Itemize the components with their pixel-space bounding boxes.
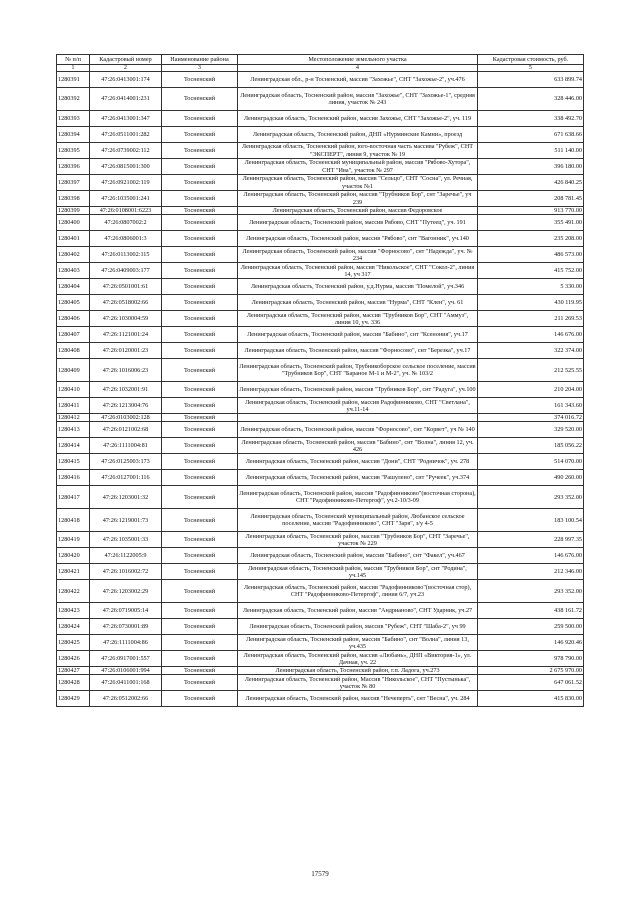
district-name: Тосненский: [162, 127, 238, 143]
cadastral-number: 47:26:0730001:89: [90, 619, 162, 635]
cadastral-value: 212 525.55: [478, 359, 584, 382]
cadastral-value: 355 491.00: [478, 215, 584, 231]
table-row: [57, 398, 584, 414]
cadastral-value: 430 119.95: [478, 295, 584, 311]
cadastral-number: 47:26:1121001:24: [90, 327, 162, 343]
page-number: 17579: [311, 870, 329, 878]
cadastral-value: 514 070.00: [478, 454, 584, 470]
cadastral-value: 415 830.00: [478, 691, 584, 707]
district-name: Тосненский: [162, 580, 238, 603]
row-number: 1280394: [57, 127, 90, 143]
row-number: 1280405: [57, 295, 90, 311]
cadastral-number: 47:26:0511001:282: [90, 127, 162, 143]
location: Ленинградская область, Тосненский район, массив "Радофинниково"(восточная стор), СНТ "Радофинниково-Петергоф", линия 6/7, уч.23: [238, 580, 478, 603]
cadastral-number: 47:26:0103002:128: [90, 414, 162, 422]
district-name: Тосненский: [162, 359, 238, 382]
location: Ленинградская область, Тосненский район, массив "Бабино", снт "Волна", линия 12, уч. 426: [238, 438, 478, 454]
row-number: 1280407: [57, 327, 90, 343]
table-row: [57, 580, 584, 603]
district-name: Тосненский: [162, 382, 238, 398]
cadastral-value: 329 520.00: [478, 422, 584, 438]
location: Ленинградская область, Тосненский район, массив "Никольское", СНТ "Сокол-2", линия 14, уч 317: [238, 263, 478, 279]
row-number: 1280428: [57, 675, 90, 691]
location: Ленинградская область, Тосненский муниципальный район, Любанское сельское поселение, массив "Радофинниково", СНТ "Заря", з/у 4-5: [238, 509, 478, 532]
location: Ленинградская область, Тосненский район, массив "Трубников Бор", СНТ "Аммуз", линия 10, уч. 336: [238, 311, 478, 327]
row-number: 1280408: [57, 343, 90, 359]
table-row: [57, 470, 584, 486]
district-name: Тосненский: [162, 619, 238, 635]
table-row: [57, 279, 584, 295]
table-row: [57, 438, 584, 454]
location: Ленинградская область, Тосненский район, массив "Нурма", СНТ "Клен", уч. 61: [238, 295, 478, 311]
cadastral-number: 47:26:0413001:347: [90, 111, 162, 127]
table-row: [57, 691, 584, 707]
location: Ленинградская область, Тосненский район, массив Федоровское: [238, 207, 478, 215]
district-name: Тосненский: [162, 635, 238, 651]
row-number: 1280398: [57, 191, 90, 207]
table-row: [57, 359, 584, 382]
district-name: Тосненский: [162, 667, 238, 675]
district-name: Тосненский: [162, 438, 238, 454]
district-name: Тосненский: [162, 263, 238, 279]
district-name: Тосненский: [162, 486, 238, 509]
cadastral-value: 146 920.46: [478, 635, 584, 651]
row-number: 1280403: [57, 263, 90, 279]
cadastral-number: 47:26:0106001:994: [90, 667, 162, 675]
cadastral-value: 146 676.00: [478, 327, 584, 343]
table-row: [57, 532, 584, 548]
cadastral-number: 47:26:1030004:59: [90, 311, 162, 327]
cadastral-number: 47:26:0719005:14: [90, 603, 162, 619]
district-name: Тосненский: [162, 72, 238, 88]
column-number-row: [57, 65, 584, 72]
location: Ленинградская область, Тосненский район, массив "Бабино", снт "Факел", уч.467: [238, 548, 478, 564]
cadastral-value: 212 346.00: [478, 564, 584, 580]
table-row: [57, 88, 584, 111]
cadastral-value: 396 180.00: [478, 159, 584, 175]
row-number: 1280409: [57, 359, 90, 382]
cadastral-number: 47:26:1111004:81: [90, 438, 162, 454]
row-number: 1280397: [57, 175, 90, 191]
row-number: 1280413: [57, 422, 90, 438]
cadastral-value: 2 675 970.00: [478, 667, 584, 675]
row-number: 1280427: [57, 667, 90, 675]
header-cell: Кадастровая стоимость, руб.: [478, 55, 584, 65]
district-name: Тосненский: [162, 159, 238, 175]
row-number: 1280392: [57, 88, 90, 111]
location: Ленинградская область, Тосненский район, массив "Бабино", снт "Ксенония", уч.17: [238, 327, 478, 343]
district-name: Тосненский: [162, 191, 238, 207]
cadastral-value: 633 899.74: [478, 72, 584, 88]
cadastral-value: 235 208.00: [478, 231, 584, 247]
location: Ленинградская область, Тосненский район, массив "Форносово", снт "Корвет", уч № 140: [238, 422, 478, 438]
column-number: 5: [478, 65, 584, 72]
cadastral-number: 47:26:0917001:557: [90, 651, 162, 667]
cadastral-value: 208 781.45: [478, 191, 584, 207]
cadastral-number: 47:26:0125003:173: [90, 454, 162, 470]
cadastral-value: 146 676.00: [478, 548, 584, 564]
table-row: [57, 327, 584, 343]
cadastral-number: 47:26:1203001:32: [90, 486, 162, 509]
location: Ленинградская область, Тосненский район, массив "Дони", СНТ "Родничок", уч. 278: [238, 454, 478, 470]
location: Ленинградская область, Тосненский район, массив "Трубников Бор", СНТ "Заречье", участок № 229: [238, 532, 478, 548]
district-name: Тосненский: [162, 414, 238, 422]
header-cell: Наименование района: [162, 55, 238, 65]
cadastral-number: 47:26:1016002:72: [90, 564, 162, 580]
table-row: [57, 509, 584, 532]
cadastral-value: 183 100.54: [478, 509, 584, 532]
row-number: 1280422: [57, 580, 90, 603]
column-number: 4: [238, 65, 478, 72]
location: Ленинградская область, Тосненский район, массив "Андрианово", СНТ Ударник, уч.27: [238, 603, 478, 619]
row-number: 1280419: [57, 532, 90, 548]
cadastral-number: 47:26:0518002:66: [90, 295, 162, 311]
district-name: Тосненский: [162, 327, 238, 343]
cadastral-number: 47:26:1219001:73: [90, 509, 162, 532]
cadastral-value: 338 492.70: [478, 111, 584, 127]
cadastral-number: 47:26:0113002:115: [90, 247, 162, 263]
table-row: [57, 667, 584, 675]
table-row: [57, 651, 584, 667]
table-row: [57, 143, 584, 159]
row-number: 1280423: [57, 603, 90, 619]
cadastral-number: 47:26:0815001:300: [90, 159, 162, 175]
district-name: Тосненский: [162, 470, 238, 486]
location: Ленинградская область, Тосненский район, массив "Форносово", снт "Надежда", уч. № 234: [238, 247, 478, 263]
cadastral-value: 293 352.00: [478, 580, 584, 603]
district-name: Тосненский: [162, 422, 238, 438]
district-name: Тосненский: [162, 603, 238, 619]
row-number: 1280401: [57, 231, 90, 247]
location: Ленинградская область, Тосненский муниципальный район, массив "Рябово-Хутора", СНТ "Ива", участок № 297: [238, 159, 478, 175]
row-number: 1280415: [57, 454, 90, 470]
cadastral-number: 47:26:0414001:231: [90, 88, 162, 111]
cadastral-number: 47:26:0806001:3: [90, 231, 162, 247]
location: Ленинградская обл., р-н Тосненский, массив "Захожье", СНТ "Захожье-2", уч.476: [238, 72, 478, 88]
cadastral-value: 511 140.00: [478, 143, 584, 159]
header-cell: № п/п: [57, 55, 90, 65]
column-number: 3: [162, 65, 238, 72]
table-row: [57, 382, 584, 398]
cadastral-value: 490 260.00: [478, 470, 584, 486]
cadastral-number: 47:26:1035001:33: [90, 532, 162, 548]
district-name: Тосненский: [162, 247, 238, 263]
row-number: 1280411: [57, 398, 90, 414]
location: Ленинградская область, Тосненский район, г.п. Ладога, уч.273: [238, 667, 478, 675]
table-row: [57, 564, 584, 580]
row-number: 1280429: [57, 691, 90, 707]
table-row: [57, 603, 584, 619]
location: Ленинградская область, Тосненский район, у.д.Нурма, массив "Помелой", уч.346: [238, 279, 478, 295]
cadastral-value: 913 770.00: [478, 207, 584, 215]
cadastral-value: 486 573.00: [478, 247, 584, 263]
cadastral-value: 210 204.00: [478, 382, 584, 398]
location: Ленинградская область, Тосненский район, массив "Бабино", снт "Волна", линия 13, уч.435: [238, 635, 478, 651]
location: [238, 414, 478, 422]
table-row: [57, 111, 584, 127]
cadastral-number: 47:26:0807002:2: [90, 215, 162, 231]
district-name: Тосненский: [162, 175, 238, 191]
district-name: Тосненский: [162, 279, 238, 295]
cadastral-number: 47:26:0921002:119: [90, 175, 162, 191]
table-row: [57, 548, 584, 564]
cadastral-number: 47:26:0127001:116: [90, 470, 162, 486]
row-number: 1280412: [57, 414, 90, 422]
cadastral-number: 47:26:0413001:174: [90, 72, 162, 88]
cadastral-value: 671 638.66: [478, 127, 584, 143]
table-row: [57, 263, 584, 279]
district-name: Тосненский: [162, 295, 238, 311]
location: Ленинградская область, Тосненский район, Трубникоборское сельское поселение, массив "Трубников Бор", СНТ "Бараное М-1 и М-2", уч. № 103/2: [238, 359, 478, 382]
table-row: [57, 414, 584, 422]
cadastral-value: 328 446.00: [478, 88, 584, 111]
cadastral-number: 47:26:1122005:9: [90, 548, 162, 564]
cadastral-value: 978 790.00: [478, 651, 584, 667]
row-number: 1280420: [57, 548, 90, 564]
table-row: [57, 191, 584, 207]
district-name: Тосненский: [162, 343, 238, 359]
table-row: [57, 454, 584, 470]
table-row: [57, 675, 584, 691]
table-row: [57, 311, 584, 327]
location: Ленинградская область, Тосненский район, Массив "Никольское", СНТ "Пустынька", участок № 80: [238, 675, 478, 691]
district-name: Тосненский: [162, 691, 238, 707]
location: Ленинградская область, Тосненский район, массив "Радофинниково"(восточная сторона), СНТ "Радофинниково-Петергоф", уч.2-10/3-09: [238, 486, 478, 509]
cadastral-number: 47:26:0108001:6223: [90, 207, 162, 215]
district-name: Тосненский: [162, 143, 238, 159]
district-name: Тосненский: [162, 207, 238, 215]
cadastral-number: 47:26:1203002:29: [90, 580, 162, 603]
location: Ленинградская область, Тосненский район, юго-восточная часть массива "Рубеж", СНТ "ЭКСПЕРТ", линия 9, участок № 19: [238, 143, 478, 159]
row-number: 1280424: [57, 619, 90, 635]
cadastral-number: 47:26:1032001:91: [90, 382, 162, 398]
row-number: 1280414: [57, 438, 90, 454]
column-number: 1: [57, 65, 90, 72]
cadastral-value: 259 500.00: [478, 619, 584, 635]
cadastral-number: 47:26:1213004:76: [90, 398, 162, 414]
table-row: [57, 486, 584, 509]
table-row: [57, 207, 584, 215]
location: Ленинградская область, Тосненский район, массив "Захожье", СНТ "Захожье-1", средняя линия, участок № 243: [238, 88, 478, 111]
cadastral-number: 47:26:0121002:68: [90, 422, 162, 438]
row-number: 1280421: [57, 564, 90, 580]
location: Ленинградская область, Тосненский район, массив "Сельцо", СНТ "Сосна", ул. Речная, участок №1: [238, 175, 478, 191]
row-number: 1280426: [57, 651, 90, 667]
table-row: [57, 295, 584, 311]
row-number: 1280393: [57, 111, 90, 127]
location: Ленинградская область, Тосненский район, массив "Трубников Бор", снт "Родина", уч.145: [238, 564, 478, 580]
cadastral-value: 5 330.00: [478, 279, 584, 295]
district-name: Тосненский: [162, 564, 238, 580]
table-row: [57, 127, 584, 143]
location: Ленинградская область, Тосненский район, массив Радофинниково, СНТ "Светлана", уч.11-14: [238, 398, 478, 414]
row-number: 1280418: [57, 509, 90, 532]
cadastral-value: 374 016.72: [478, 414, 584, 422]
table-row: [57, 247, 584, 263]
cadastral-number: 47:26:0501001:61: [90, 279, 162, 295]
district-name: Тосненский: [162, 88, 238, 111]
row-number: 1280404: [57, 279, 90, 295]
cadastral-value: 647 061.52: [478, 675, 584, 691]
location: Ленинградская область, Тосненский район, массив "Нечеперть", снт "Весна", уч. 284: [238, 691, 478, 707]
location: Ленинградская область, Тосненский район, массив Захожье, СНТ "Захожье-2", уч. 119: [238, 111, 478, 127]
district-name: Тосненский: [162, 532, 238, 548]
row-number: 1280391: [57, 72, 90, 88]
row-number: 1280410: [57, 382, 90, 398]
table-row: [57, 635, 584, 651]
location: Ленинградская область, Тосненский район, массив "Трубников Бор", снт "Заречье", уч 239: [238, 191, 478, 207]
table-row: [57, 159, 584, 175]
table-row: [57, 231, 584, 247]
cadastral-value: 211 269.53: [478, 311, 584, 327]
row-number: 1280396: [57, 159, 90, 175]
district-name: Тосненский: [162, 231, 238, 247]
row-number: 1280400: [57, 215, 90, 231]
cadastral-value: 228 997.35: [478, 532, 584, 548]
location: Ленинградская область, Тосненский район, массив Рябово, СНТ "Путеец", уч. 191: [238, 215, 478, 231]
row-number: 1280406: [57, 311, 90, 327]
district-name: Тосненский: [162, 311, 238, 327]
district-name: Тосненский: [162, 675, 238, 691]
cadastral-value: 293 352.00: [478, 486, 584, 509]
cadastral-value: 415 752.00: [478, 263, 584, 279]
table-row: [57, 619, 584, 635]
district-name: Тосненский: [162, 111, 238, 127]
location: Ленинградская область, Тосненский район, массив «Любань», ДНП «Виктория-1», ул. Дачная, уч. 22: [238, 651, 478, 667]
table-row: [57, 343, 584, 359]
cadastral-number: 47:26:1016006:23: [90, 359, 162, 382]
row-number: 1280399: [57, 207, 90, 215]
location: Ленинградская область, Тосненский район, массив "Форносово", снт "Березка", уч.17: [238, 343, 478, 359]
column-number: 2: [90, 65, 162, 72]
header-row: [57, 55, 584, 65]
location: Ленинградская область, Тосненский район, массив "Рябово", снт "Вагонник", уч.140: [238, 231, 478, 247]
location: Ленинградская область, Тосненский район, массив "Рашулено", снт "Ручеек", уч.374: [238, 470, 478, 486]
cadastral-number: 47:26:0739002:112: [90, 143, 162, 159]
cadastral-number: 47:26:1111004:86: [90, 635, 162, 651]
cadastral-value: 322 374.00: [478, 343, 584, 359]
location: Ленинградская область, Тосненский район, массив "Трубников Бор", снт "Радуга", уч.100: [238, 382, 478, 398]
district-name: Тосненский: [162, 651, 238, 667]
cadastral-number: 47:26:1035001:241: [90, 191, 162, 207]
row-number: 1280425: [57, 635, 90, 651]
cadastral-value: 185 056.22: [478, 438, 584, 454]
header-cell: Местоположение земельного участка: [238, 55, 478, 65]
cadastral-value: 161 343.60: [478, 398, 584, 414]
location: Ленинградская область, Тосненский район, массив "Рубеж", СНТ "Шаба-2", уч 99: [238, 619, 478, 635]
table-row: [57, 175, 584, 191]
cadastral-value-table: [56, 54, 584, 707]
cadastral-value: 426 840.25: [478, 175, 584, 191]
header-cell: Кадастровый номер: [90, 55, 162, 65]
district-name: Тосненский: [162, 548, 238, 564]
district-name: Тосненский: [162, 509, 238, 532]
district-name: Тосненский: [162, 215, 238, 231]
cadastral-number: 47:26:0512002:66: [90, 691, 162, 707]
row-number: 1280417: [57, 486, 90, 509]
cadastral-value: 438 161.72: [478, 603, 584, 619]
table-row: [57, 215, 584, 231]
table-body: [57, 72, 584, 707]
row-number: 1280416: [57, 470, 90, 486]
cadastral-number: 47:26:0411001:168: [90, 675, 162, 691]
table-row: [57, 72, 584, 88]
cadastral-number: 47:26:0409003:177: [90, 263, 162, 279]
row-number: 1280395: [57, 143, 90, 159]
table-row: [57, 422, 584, 438]
district-name: Тосненский: [162, 398, 238, 414]
row-number: 1280402: [57, 247, 90, 263]
cadastral-number: 47:26:0120001:23: [90, 343, 162, 359]
location: Ленинградская область, Тосненский район, ДНП «Нурминские Камни», проезд: [238, 127, 478, 143]
district-name: Тосненский: [162, 454, 238, 470]
